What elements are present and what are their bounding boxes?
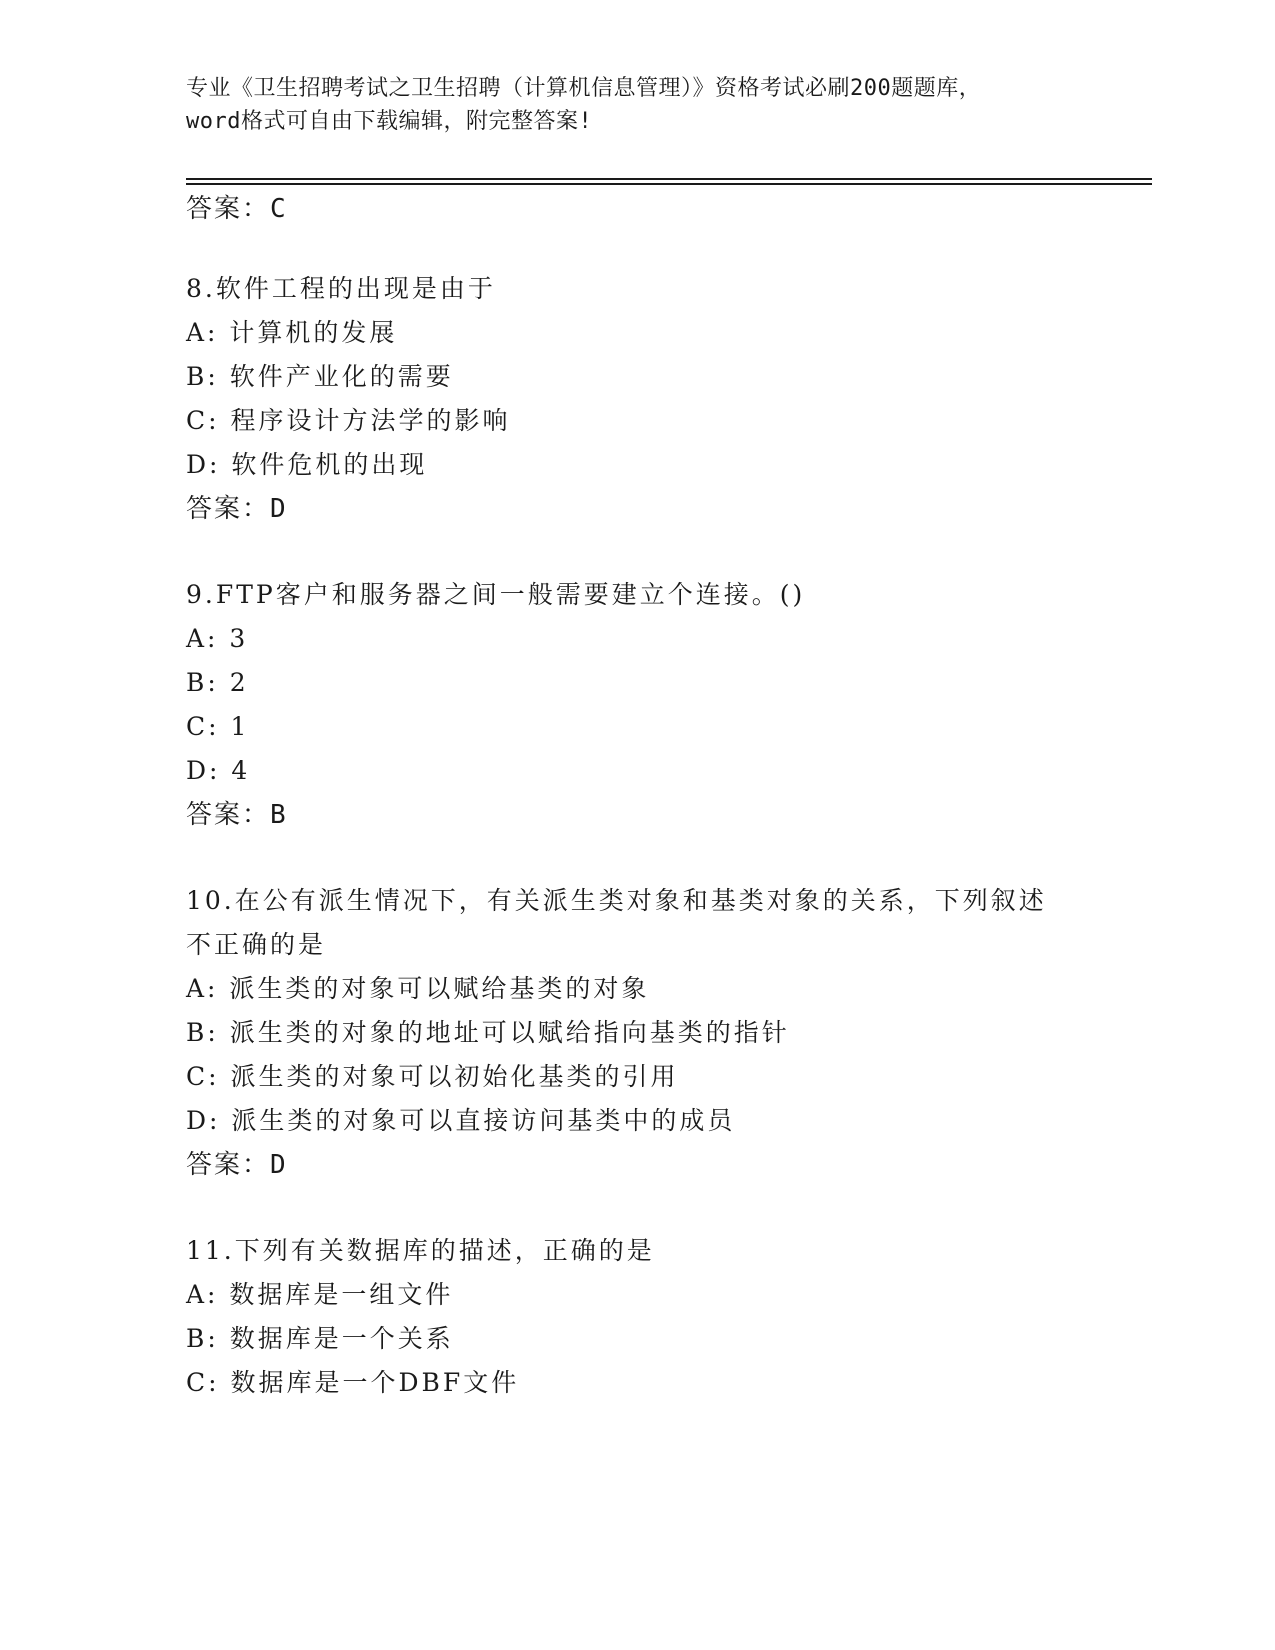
question-10-option-c: C: 派生类的对象可以初始化基类的引用 xyxy=(186,1062,679,1091)
question-9-option-a: A: 3 xyxy=(186,624,249,653)
question-8-option-a: A: 计算机的发展 xyxy=(186,318,398,347)
question-10-stem-line-2: 不正确的是 xyxy=(186,930,327,959)
question-9-option-b: B: 2 xyxy=(186,668,249,697)
question-11-stem: 11.下列有关数据库的描述，正确的是 xyxy=(186,1236,655,1265)
question-10-answer xyxy=(186,1149,288,1181)
question-10-option-d: D: 派生类的对象可以直接访问基类中的成员 xyxy=(186,1106,736,1135)
answer-value: B xyxy=(270,800,288,830)
prev-answer xyxy=(186,193,288,225)
question-11-option-a: A: 数据库是一组文件 xyxy=(186,1280,454,1309)
document-header xyxy=(186,72,1116,138)
question-10-option-b: B: 派生类的对象的地址可以赋给指向基类的指针 xyxy=(186,1018,790,1047)
question-9-option-d: D: 4 xyxy=(186,756,251,785)
question-8-answer xyxy=(186,493,288,525)
question-11-option-c: C: 数据库是一个DBF文件 xyxy=(186,1368,520,1397)
question-10-option-a: A: 派生类的对象可以赋给基类的对象 xyxy=(186,974,650,1003)
answer-label: 答案： xyxy=(186,194,271,224)
question-8-option-b: B: 软件产业化的需要 xyxy=(186,362,454,391)
question-8-stem: 8.软件工程的出现是由于 xyxy=(186,274,496,303)
answer-value: D xyxy=(270,494,288,524)
question-8-option-d: D: 软件危机的出现 xyxy=(186,450,428,479)
answer-label: 答案： xyxy=(186,494,271,524)
question-9-option-c: C: 1 xyxy=(186,712,250,741)
question-8-option-c: C: 程序设计方法学的影响 xyxy=(186,406,511,435)
header-line-1: 专业《卫生招聘考试之卫生招聘（计算机信息管理）》资格考试必刷200题题库， xyxy=(186,76,982,101)
answer-label: 答案： xyxy=(186,1150,271,1180)
answer-value: D xyxy=(270,1150,288,1180)
question-9-stem: 9.FTP客户和服务器之间一般需要建立个连接。() xyxy=(186,580,806,609)
question-10-stem-line-1: 10.在公有派生情况下，有关派生类对象和基类对象的关系，下列叙述 xyxy=(186,886,1047,915)
question-11-option-b: B: 数据库是一个关系 xyxy=(186,1324,454,1353)
header-line-2: word格式可自由下载编辑，附完整答案! xyxy=(186,109,593,134)
header-rule-bottom xyxy=(186,183,1152,185)
answer-value: C xyxy=(270,194,288,224)
answer-label: 答案： xyxy=(186,800,271,830)
question-9-answer xyxy=(186,799,288,831)
header-rule-top xyxy=(186,178,1152,180)
